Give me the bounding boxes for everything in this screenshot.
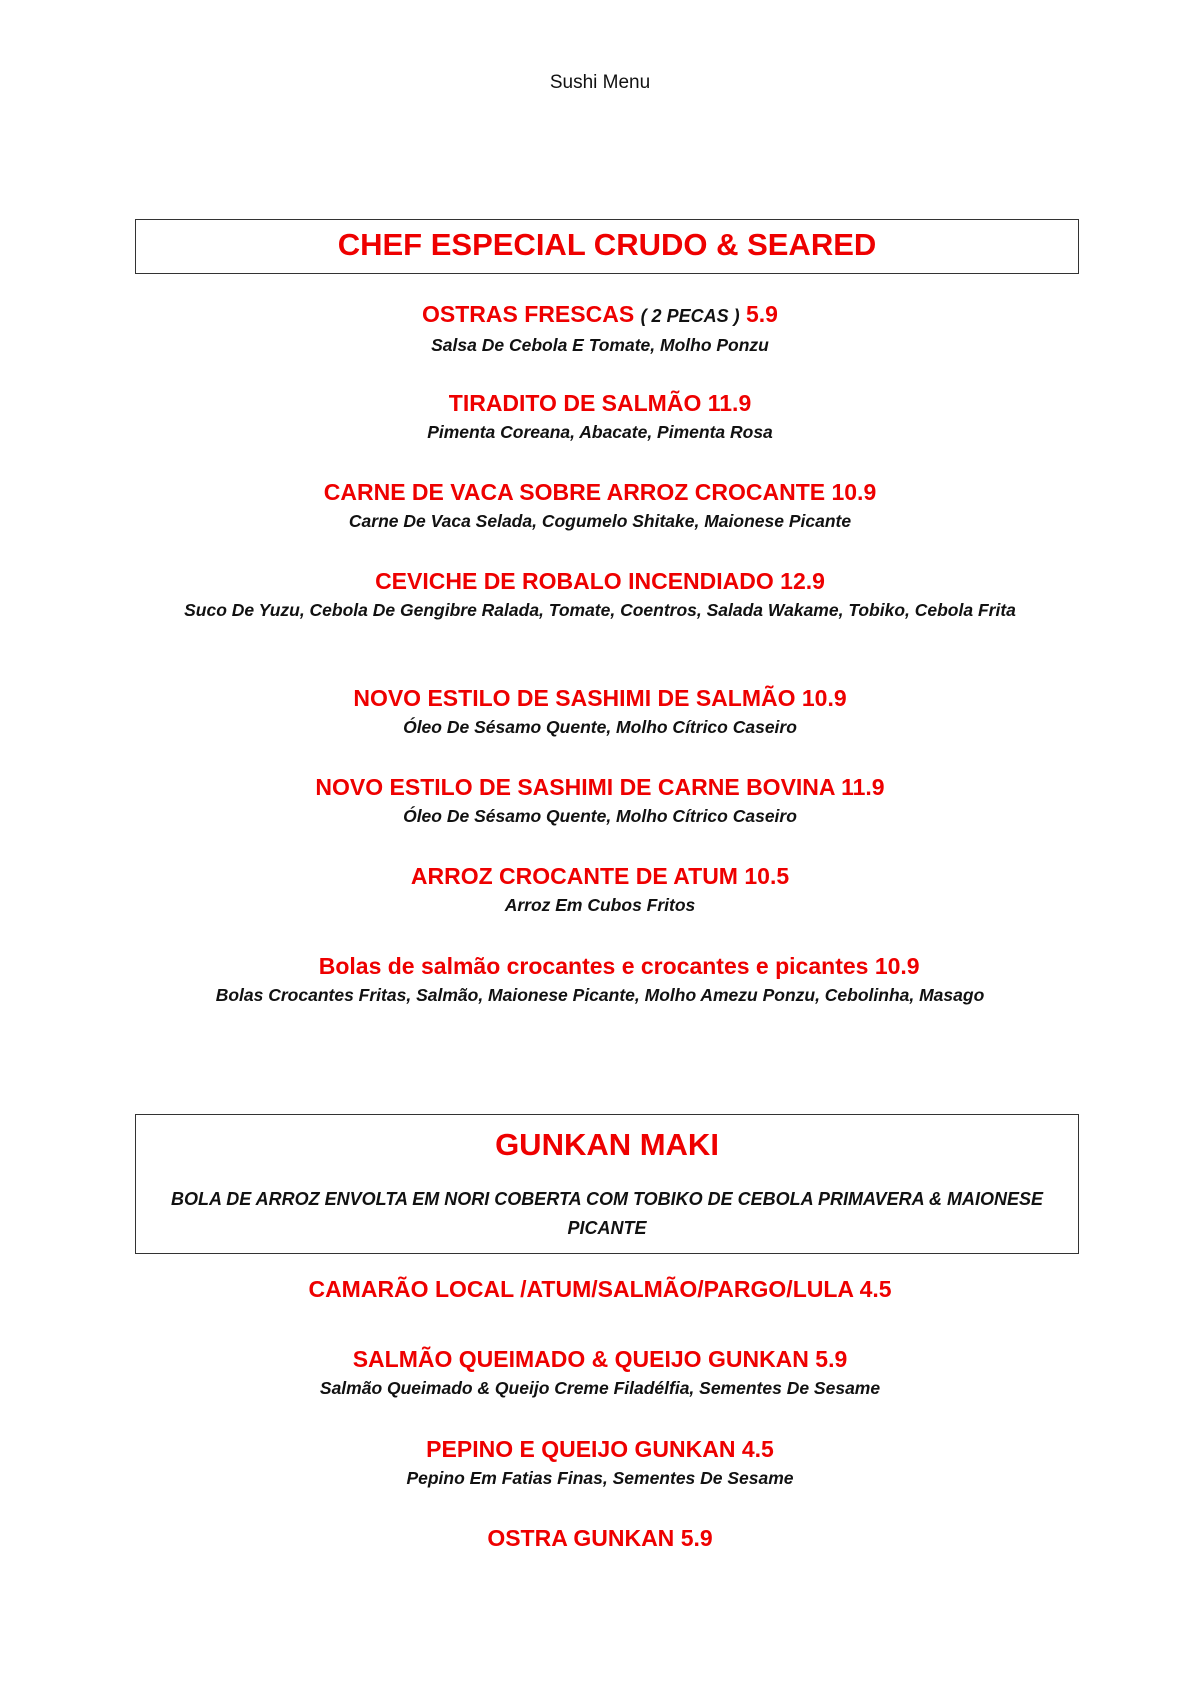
item-price: 10.5 bbox=[744, 863, 790, 889]
item-name-line bbox=[0, 951, 1200, 981]
item-name: NOVO ESTILO DE SASHIMI DE CARNE BOVINA bbox=[315, 774, 835, 800]
section-title-box-gunkan bbox=[135, 1114, 1079, 1254]
item-price: 12.9 bbox=[780, 568, 825, 594]
item-name-line bbox=[0, 1523, 1200, 1553]
item-name-line bbox=[0, 861, 1200, 891]
item-price: 4.5 bbox=[741, 1436, 774, 1462]
item-price: 10.9 bbox=[874, 953, 920, 979]
page-header: Sushi Menu bbox=[549, 72, 651, 93]
menu-item bbox=[0, 388, 1200, 446]
item-name: OSTRA GUNKAN bbox=[487, 1525, 675, 1551]
item-price: 5.9 bbox=[680, 1525, 713, 1551]
item-description: Salmão Queimado & Queijo Creme Filadélfia, Sementes De Sesame bbox=[319, 1378, 881, 1398]
item-price: 5.9 bbox=[815, 1346, 848, 1372]
item-description: Suco De Yuzu, Cebola De Gengibre Ralada, Tomate, Coentros, Salada Wakame, Tobiko, Cebola Frita bbox=[184, 600, 1016, 620]
item-name: OSTRAS FRESCAS bbox=[422, 301, 635, 327]
menu-item bbox=[0, 566, 1200, 624]
item-name: ARROZ CROCANTE DE ATUM bbox=[410, 863, 738, 889]
item-name: CARNE DE VACA SOBRE ARROZ CROCANTE bbox=[323, 479, 826, 505]
item-description: Arroz Em Cubos Fritos bbox=[504, 895, 696, 915]
item-price: 5.9 bbox=[745, 301, 778, 327]
menu-item bbox=[0, 299, 1200, 359]
menu-item bbox=[0, 1434, 1200, 1492]
item-price: 11.9 bbox=[707, 390, 752, 416]
item-price: 10.9 bbox=[801, 685, 847, 711]
item-name-line bbox=[0, 1344, 1200, 1374]
item-name: CEVICHE DE ROBALO INCENDIADO bbox=[375, 568, 774, 594]
item-price: 11.9 bbox=[841, 774, 885, 800]
item-name: SALMÃO QUEIMADO & QUEIJO GUNKAN bbox=[352, 1346, 809, 1372]
item-note: ( 2 PECAS ) bbox=[640, 306, 740, 326]
menu-item bbox=[0, 772, 1200, 830]
item-name: Bolas de salmão crocantes e crocantes e picantes bbox=[318, 953, 869, 979]
item-price: 10.9 bbox=[831, 479, 877, 505]
item-description: Bolas Crocantes Fritas, Salmão, Maionese Picante, Molho Amezu Ponzu, Cebolinha, Masago bbox=[215, 985, 985, 1005]
item-name-line bbox=[0, 477, 1200, 507]
menu-item bbox=[0, 683, 1200, 741]
item-name-line bbox=[0, 1434, 1200, 1464]
item-name-line bbox=[0, 388, 1200, 418]
menu-item bbox=[0, 1523, 1200, 1553]
item-name-line bbox=[0, 299, 1200, 331]
item-description: Pepino Em Fatias Finas, Sementes De Sesame bbox=[406, 1468, 794, 1488]
item-name: CAMARÃO LOCAL /ATUM/SALMÃO/PARGO/LULA bbox=[308, 1276, 854, 1302]
menu-item bbox=[0, 861, 1200, 919]
menu-item bbox=[0, 1344, 1200, 1402]
item-description: Óleo De Sésamo Quente, Molho Cítrico Caseiro bbox=[403, 717, 797, 737]
section-subtitle: BOLA DE ARROZ ENVOLTA EM NORI COBERTA COM TOBIKO DE CEBOLA PRIMAVERA & MAIONESE PICANTE bbox=[170, 1189, 1043, 1238]
item-price: 4.5 bbox=[859, 1276, 892, 1302]
item-name-line bbox=[0, 1274, 1200, 1304]
menu-item bbox=[0, 1274, 1200, 1304]
item-name-line bbox=[0, 683, 1200, 713]
section-title-box-crudo bbox=[135, 219, 1079, 274]
item-description: Salsa De Cebola E Tomate, Molho Ponzu bbox=[431, 335, 769, 355]
section-title: CHEF ESPECIAL CRUDO & SEARED bbox=[337, 227, 877, 262]
item-description: Pimenta Coreana, Abacate, Pimenta Rosa bbox=[427, 422, 773, 442]
item-name: TIRADITO DE SALMÃO bbox=[448, 390, 702, 416]
item-description: Óleo De Sésamo Quente, Molho Cítrico Caseiro bbox=[403, 806, 797, 826]
menu-item bbox=[0, 951, 1200, 1009]
item-name-line bbox=[0, 772, 1200, 802]
item-name: PEPINO E QUEIJO GUNKAN bbox=[426, 1436, 736, 1462]
item-description: Carne De Vaca Selada, Cogumelo Shitake, Maionese Picante bbox=[348, 511, 852, 531]
item-name: NOVO ESTILO DE SASHIMI DE SALMÃO bbox=[353, 685, 796, 711]
section-title: GUNKAN MAKI bbox=[495, 1127, 719, 1162]
item-name-line bbox=[0, 566, 1200, 596]
menu-item bbox=[0, 477, 1200, 535]
